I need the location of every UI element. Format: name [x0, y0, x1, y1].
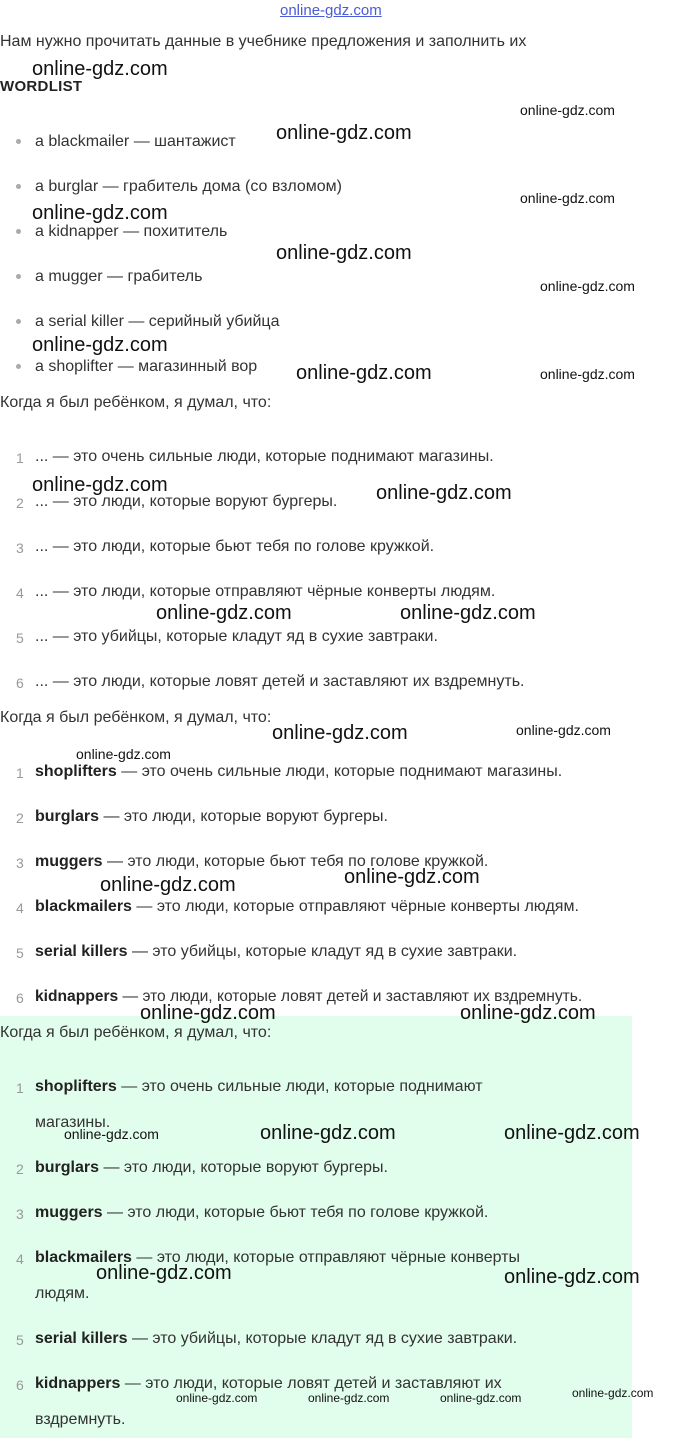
answer-sentence: blackmailers — это люди, которые отправляют чёрные конверты людям.: [35, 898, 579, 915]
watermark: online-gdz.com: [520, 190, 615, 206]
watermark: online-gdz.com: [460, 1002, 596, 1024]
watermark: online-gdz.com: [32, 58, 168, 80]
item-number: 1: [16, 765, 24, 781]
green-answer-sentence: muggers — это люди, которые бьют тебя по голове кружкой.: [35, 1204, 489, 1221]
watermark: online-gdz.com: [64, 1126, 159, 1142]
watermark: online-gdz.com: [76, 746, 171, 762]
answer-word: burglars: [35, 1159, 100, 1176]
answer-sentence: kidnappers — это люди, которые ловят детей и заставляют их вздремнуть.: [35, 988, 583, 1005]
answer-word: serial killers: [35, 943, 128, 960]
watermark: online-gdz.com: [156, 602, 292, 624]
answer-word: serial killers: [35, 1330, 128, 1347]
item-number: 2: [16, 495, 24, 511]
watermark: online-gdz.com: [344, 866, 480, 888]
task-sentence: ... — это люди, которые воруют бургеры.: [35, 493, 338, 510]
answer-word: muggers: [35, 853, 103, 870]
watermark: online-gdz.com: [140, 1002, 276, 1024]
green-answer-sentence: serial killers — это убийцы, которые кладут яд в сухие завтраки.: [35, 1330, 518, 1347]
watermark: online-gdz.com: [276, 242, 412, 264]
section-title-answers: Когда я был ребёнком, я думал, что:: [0, 709, 272, 726]
answer-sentence: burglars — это люди, которые воруют бургеры.: [35, 808, 388, 825]
item-number: 3: [16, 855, 24, 871]
item-number: 1: [16, 1080, 24, 1096]
watermark: online-gdz.com: [176, 1391, 258, 1405]
item-number: 3: [16, 1206, 24, 1222]
watermark: online-gdz.com: [540, 366, 635, 382]
watermark: online-gdz.com: [540, 278, 635, 294]
task-sentence: ... — это люди, которые бьют тебя по голове кружкой.: [35, 538, 435, 555]
watermark: online-gdz.com: [100, 874, 236, 896]
watermark: online-gdz.com: [296, 362, 432, 384]
item-number: 5: [16, 1332, 24, 1348]
bullet-icon: [16, 319, 21, 324]
watermark: online-gdz.com: [504, 1266, 640, 1288]
watermark: online-gdz.com: [572, 1386, 654, 1400]
item-number: 5: [16, 630, 24, 646]
answer-word: kidnappers: [35, 1375, 121, 1392]
item-number: 2: [16, 1161, 24, 1177]
watermark: online-gdz.com: [276, 122, 412, 144]
intro-text: Нам нужно прочитать данные в учебнике предложения и заполнить их: [0, 33, 527, 50]
green-answer-sentence: shoplifters — это очень сильные люди, которые поднимают: [35, 1078, 483, 1095]
bullet-icon: [16, 274, 21, 279]
watermark: online-gdz.com: [376, 482, 512, 504]
answer-sentence: serial killers — это убийцы, которые кладут яд в сухие завтраки.: [35, 943, 518, 960]
bullet-icon: [16, 139, 21, 144]
watermark: online-gdz.com: [520, 102, 615, 118]
item-number: 2: [16, 810, 24, 826]
answer-word: shoplifters: [35, 763, 117, 780]
watermark: online-gdz.com: [96, 1262, 232, 1284]
watermark: online-gdz.com: [260, 1122, 396, 1144]
green-answer-continuation: вздремнуть.: [35, 1411, 126, 1428]
answer-word: muggers: [35, 1204, 103, 1221]
answer-sentence: muggers — это люди, которые бьют тебя по голове кружкой.: [35, 853, 489, 870]
answer-word: blackmailers: [35, 1249, 132, 1266]
item-number: 1: [16, 450, 24, 466]
item-number: 5: [16, 945, 24, 961]
item-number: 4: [16, 585, 24, 601]
answer-word: blackmailers: [35, 898, 132, 915]
wordlist-item: a shoplifter — магазинный вор: [16, 358, 257, 376]
wordlist-item: a blackmailer — шантажист: [16, 133, 236, 151]
watermark: online-gdz.com: [308, 1391, 390, 1405]
wordlist-item: a burglar — грабитель дома (со взломом): [16, 178, 342, 196]
answer-sentence: shoplifters — это очень сильные люди, которые поднимают магазины.: [35, 763, 563, 780]
green-answer-sentence: kidnappers — это люди, которые ловят детей и заставляют их: [35, 1375, 502, 1392]
item-number: 6: [16, 1377, 24, 1393]
green-answer-continuation: магазины.: [35, 1114, 111, 1131]
task-sentence: ... — это очень сильные люди, которые поднимают магазины.: [35, 448, 494, 465]
watermark: online-gdz.com: [32, 202, 168, 224]
section-title-task: Когда я был ребёнком, я думал, что:: [0, 394, 272, 411]
answer-word: burglars: [35, 808, 100, 825]
wordlist-item: a mugger — грабитель: [16, 268, 202, 286]
answer-word: kidnappers: [35, 988, 119, 1005]
watermark: online-gdz.com: [516, 722, 611, 738]
green-answer-continuation: людям.: [35, 1285, 90, 1302]
bullet-icon: [16, 184, 21, 189]
task-sentence: ... — это убийцы, которые кладут яд в сухие завтраки.: [35, 628, 438, 645]
bullet-icon: [16, 229, 21, 234]
section-title-green: Когда я был ребёнком, я думал, что:: [0, 1024, 272, 1041]
wordlist-item: a serial killer — серийный убийца: [16, 313, 279, 331]
item-number: 3: [16, 540, 24, 556]
item-number: 4: [16, 900, 24, 916]
watermark: online-gdz.com: [272, 722, 408, 744]
watermark: online-gdz.com: [440, 1391, 522, 1405]
item-number: 4: [16, 1251, 24, 1267]
watermark: online-gdz.com: [32, 334, 168, 356]
item-number: 6: [16, 990, 24, 1006]
task-sentence: ... — это люди, которые отправляют чёрные конверты людям.: [35, 583, 496, 600]
task-sentence: ... — это люди, которые ловят детей и заставляют их вздремнуть.: [35, 673, 525, 690]
watermark: online-gdz.com: [400, 602, 536, 624]
site-link[interactable]: online-gdz.com: [280, 2, 382, 19]
watermark: online-gdz.com: [504, 1122, 640, 1144]
answer-word: shoplifters: [35, 1078, 117, 1095]
wordlist-title: WORDLIST: [0, 78, 83, 95]
item-number: 6: [16, 675, 24, 691]
green-answer-sentence: burglars — это люди, которые воруют бургеры.: [35, 1159, 388, 1176]
watermark: online-gdz.com: [32, 474, 168, 496]
wordlist-item: a kidnapper — похититель: [16, 223, 227, 241]
green-answer-sentence: blackmailers — это люди, которые отправляют чёрные конверты: [35, 1249, 521, 1266]
bullet-icon: [16, 364, 21, 369]
